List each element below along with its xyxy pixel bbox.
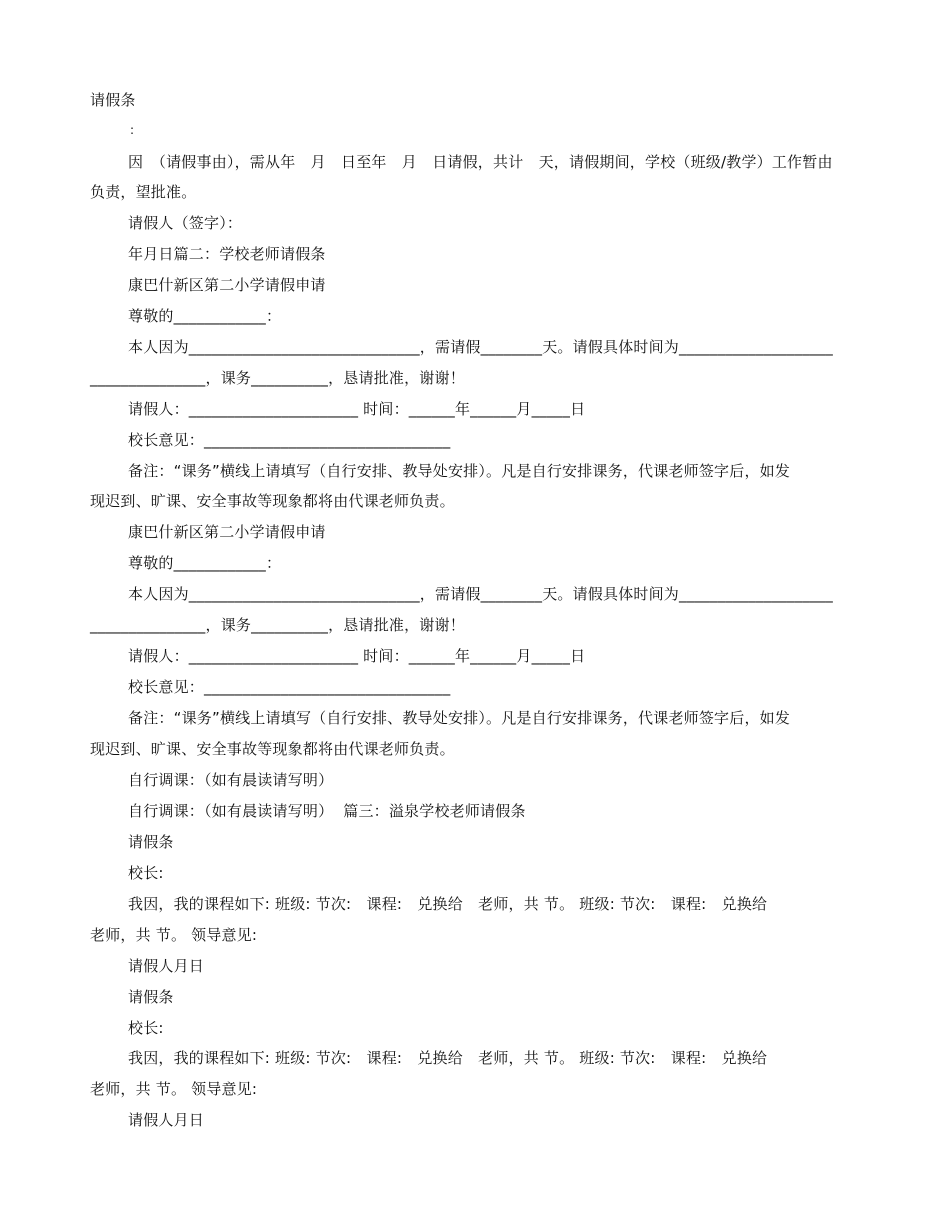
applicant-time-line: 请假人：______________________ 时间：______年______月_____日 bbox=[128, 647, 586, 665]
paragraph-reason-cont: 负责，望批准。 bbox=[90, 183, 197, 201]
paragraph-request: 本人因为______________________________，需请假________天。请假具体时间为____________________ bbox=[128, 585, 834, 603]
note-paragraph-cont: 现迟到、旷课、安全事故等现象都将由代课老师负责。 bbox=[90, 740, 455, 758]
applicant-date: 请假人月日 bbox=[128, 1111, 205, 1129]
salutation: 尊敬的____________： bbox=[128, 307, 282, 325]
leave-note-title: 请假条 bbox=[128, 988, 174, 1006]
applicant-signature: 请假人（签字）： bbox=[128, 214, 243, 232]
applicant-time-line: 请假人：______________________ 时间：______年______月_____日 bbox=[128, 400, 586, 418]
principal-opinion: 校长意见：________________________________ bbox=[128, 678, 451, 696]
principal-salutation: 校长: bbox=[128, 1019, 164, 1037]
course-paragraph-cont: 老师，共 节。 领导意见: bbox=[90, 1080, 258, 1098]
paragraph-request-cont: _______________，课务__________，恳请批准，谢谢！ bbox=[90, 616, 465, 634]
leave-note-title: 请假条 bbox=[128, 833, 174, 851]
self-adjust-class: 自行调课：（如有晨读请写明） bbox=[128, 771, 334, 789]
paragraph-reason: 因 （请假事由），需从年 月 日至年 月 日请假，共计 天，请假期间，学校（班级/教学）工作暂由 bbox=[128, 153, 833, 171]
course-paragraph: 我因，我的课程如下: 班级: 节次: 课程: 兑换给 老师，共 节。 班级: 节次: 课程: 兑换给 bbox=[128, 1049, 768, 1067]
section-two-heading: 年月日篇二：学校老师请假条 bbox=[128, 245, 326, 263]
note-paragraph: 备注：“课务”横线上请填写（自行安排、教导处安排）。凡是自行安排课务，代课老师签字后，如发 bbox=[128, 462, 791, 480]
note-paragraph: 备注：“课务”横线上请填写（自行安排、教导处安排）。凡是自行安排课务，代课老师签字后，如发 bbox=[128, 709, 791, 727]
course-paragraph-cont: 老师，共 节。 领导意见: bbox=[90, 926, 258, 944]
principal-salutation: 校长: bbox=[128, 864, 164, 882]
applicant-date: 请假人月日 bbox=[128, 957, 205, 975]
paragraph-request-cont: _______________，课务__________，恳请批准，谢谢！ bbox=[90, 369, 465, 387]
title-leave-note: 请假条 bbox=[90, 91, 136, 109]
school-application-title: 康巴什新区第二小学请假申请 bbox=[128, 523, 326, 541]
section-three-heading: 自行调课：（如有晨读请写明） 篇三：溢泉学校老师请假条 bbox=[128, 802, 526, 820]
course-paragraph: 我因，我的课程如下: 班级: 节次: 课程: 兑换给 老师，共 节。 班级: 节次: 课程: 兑换给 bbox=[128, 895, 768, 913]
salutation-colon: : bbox=[130, 123, 135, 137]
principal-opinion: 校长意见：________________________________ bbox=[128, 431, 451, 449]
note-paragraph-cont: 现迟到、旷课、安全事故等现象都将由代课老师负责。 bbox=[90, 492, 455, 510]
school-application-title: 康巴什新区第二小学请假申请 bbox=[128, 276, 326, 294]
paragraph-request: 本人因为______________________________，需请假________天。请假具体时间为____________________ bbox=[128, 338, 834, 356]
salutation: 尊敬的____________： bbox=[128, 554, 282, 572]
